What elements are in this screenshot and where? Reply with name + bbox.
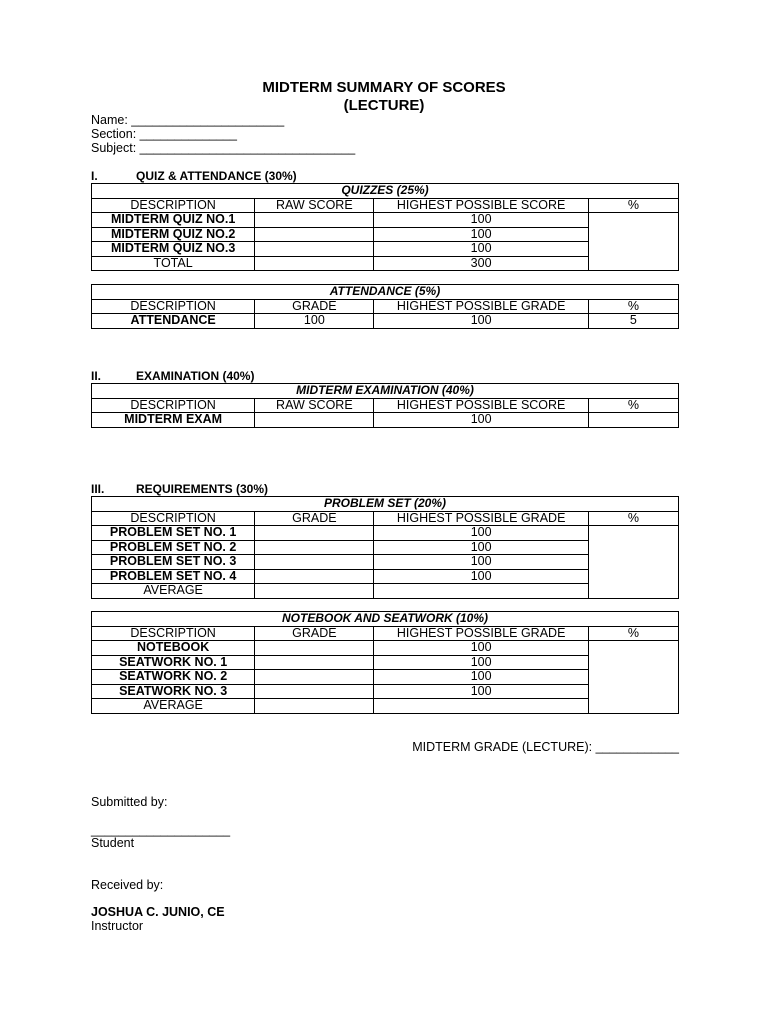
- table-header-row: [92, 299, 679, 314]
- percent-cell: [588, 641, 678, 714]
- grade-cell: [255, 684, 374, 699]
- raw-score-cell: [255, 256, 374, 271]
- column-header: %: [588, 299, 678, 314]
- percent-cell: [588, 413, 678, 428]
- highest-score-cell: 100: [374, 242, 588, 257]
- row-description: SEATWORK NO. 1: [92, 655, 255, 670]
- signature-line: ____________________: [91, 823, 231, 837]
- highest-grade-cell: 100: [374, 526, 588, 541]
- column-header: DESCRIPTION: [92, 299, 255, 314]
- document-subtitle: (LECTURE): [343, 97, 425, 114]
- received-by-label: Received by:: [91, 878, 164, 892]
- section-heading-examination: [91, 369, 254, 383]
- column-header: %: [588, 511, 678, 526]
- section-number: I.: [91, 169, 98, 183]
- column-header: DESCRIPTION: [92, 198, 255, 213]
- grade-cell: [255, 584, 374, 599]
- highest-grade-cell: 100: [374, 641, 588, 656]
- highest-grade-cell: [374, 699, 588, 714]
- row-description: ATTENDANCE: [92, 314, 255, 329]
- column-header: GRADE: [255, 511, 374, 526]
- grade-cell: 100: [255, 314, 374, 329]
- table-caption: ATTENDANCE (5%): [92, 285, 679, 300]
- column-header: DESCRIPTION: [92, 511, 255, 526]
- submitted-by-label: Submitted by:: [91, 795, 168, 809]
- table-row: [92, 641, 679, 656]
- grade-cell: [255, 569, 374, 584]
- document-title: MIDTERM SUMMARY OF SCORES: [262, 79, 506, 96]
- row-description: NOTEBOOK: [92, 641, 255, 656]
- table-row: [92, 314, 679, 329]
- row-description: MIDTERM QUIZ NO.2: [92, 227, 255, 242]
- highest-grade-cell: 100: [374, 314, 588, 329]
- midterm-grade-line: MIDTERM GRADE (LECTURE): ____________: [412, 740, 679, 754]
- row-description: SEATWORK NO. 3: [92, 684, 255, 699]
- grade-cell: [255, 540, 374, 555]
- column-header: %: [588, 626, 678, 641]
- highest-grade-cell: 100: [374, 540, 588, 555]
- row-description: MIDTERM EXAM: [92, 413, 255, 428]
- row-description: SEATWORK NO. 2: [92, 670, 255, 685]
- highest-score-cell: 100: [374, 213, 588, 228]
- percent-cell: 5: [588, 314, 678, 329]
- percent-cell: [588, 213, 678, 271]
- table-row: [92, 413, 679, 428]
- exam-table: [91, 383, 679, 428]
- row-description: PROBLEM SET NO. 2: [92, 540, 255, 555]
- highest-grade-cell: 100: [374, 684, 588, 699]
- column-header: HIGHEST POSSIBLE GRADE: [374, 626, 588, 641]
- table-caption: NOTEBOOK AND SEATWORK (10%): [92, 612, 679, 627]
- column-header: GRADE: [255, 299, 374, 314]
- raw-score-cell: [255, 413, 374, 428]
- attendance-table: [91, 284, 679, 329]
- grade-cell: [255, 699, 374, 714]
- problem-set-table: [91, 496, 679, 599]
- section-label: QUIZ & ATTENDANCE (30%): [136, 169, 297, 183]
- highest-score-cell: 100: [374, 227, 588, 242]
- grade-cell: [255, 670, 374, 685]
- percent-cell: [588, 526, 678, 599]
- column-header: %: [588, 398, 678, 413]
- notebook-seatwork-table: [91, 611, 679, 714]
- raw-score-cell: [255, 227, 374, 242]
- column-header: DESCRIPTION: [92, 626, 255, 641]
- highest-grade-cell: [374, 584, 588, 599]
- row-description: MIDTERM QUIZ NO.3: [92, 242, 255, 257]
- table-header-row: [92, 626, 679, 641]
- highest-grade-cell: 100: [374, 670, 588, 685]
- table-row: [92, 213, 679, 228]
- section-label: REQUIREMENTS (30%): [136, 482, 269, 496]
- column-header: RAW SCORE: [255, 398, 374, 413]
- column-header: DESCRIPTION: [92, 398, 255, 413]
- table-header-row: [92, 198, 679, 213]
- section-number: II.: [91, 369, 102, 383]
- row-description: PROBLEM SET NO. 1: [92, 526, 255, 541]
- table-row: [92, 526, 679, 541]
- highest-grade-cell: 100: [374, 569, 588, 584]
- column-header: HIGHEST POSSIBLE SCORE: [374, 398, 588, 413]
- name-field: Name: ______________________: [91, 113, 285, 127]
- column-header: %: [588, 198, 678, 213]
- grade-cell: [255, 555, 374, 570]
- student-label: Student: [91, 836, 135, 850]
- grade-cell: [255, 526, 374, 541]
- highest-grade-cell: 100: [374, 655, 588, 670]
- column-header: GRADE: [255, 626, 374, 641]
- section-number: III.: [91, 482, 105, 496]
- row-description: AVERAGE: [92, 584, 255, 599]
- quizzes-table: [91, 183, 679, 271]
- row-description: PROBLEM SET NO. 3: [92, 555, 255, 570]
- highest-score-cell: 300: [374, 256, 588, 271]
- table-caption: QUIZZES (25%): [92, 184, 679, 199]
- row-description: AVERAGE: [92, 699, 255, 714]
- table-header-row: [92, 398, 679, 413]
- section-label: EXAMINATION (40%): [136, 369, 255, 383]
- raw-score-cell: [255, 242, 374, 257]
- grade-cell: [255, 641, 374, 656]
- table-header-row: [92, 511, 679, 526]
- highest-score-cell: 100: [374, 413, 588, 428]
- column-header: RAW SCORE: [255, 198, 374, 213]
- column-header: HIGHEST POSSIBLE GRADE: [374, 299, 588, 314]
- raw-score-cell: [255, 213, 374, 228]
- highest-grade-cell: 100: [374, 555, 588, 570]
- section-field: Section: ______________: [91, 127, 237, 141]
- instructor-title: Instructor: [91, 919, 144, 933]
- row-description: PROBLEM SET NO. 4: [92, 569, 255, 584]
- row-description: TOTAL: [92, 256, 255, 271]
- section-heading-requirements: [91, 482, 268, 496]
- section-heading-quiz-attendance: [91, 169, 297, 183]
- row-description: MIDTERM QUIZ NO.1: [92, 213, 255, 228]
- column-header: HIGHEST POSSIBLE SCORE: [374, 198, 588, 213]
- table-caption: MIDTERM EXAMINATION (40%): [92, 384, 679, 399]
- table-caption: PROBLEM SET (20%): [92, 497, 679, 512]
- column-header: HIGHEST POSSIBLE GRADE: [374, 511, 588, 526]
- grade-cell: [255, 655, 374, 670]
- subject-field: Subject: _______________________________: [91, 141, 356, 155]
- instructor-name: JOSHUA C. JUNIO, CE: [91, 905, 225, 919]
